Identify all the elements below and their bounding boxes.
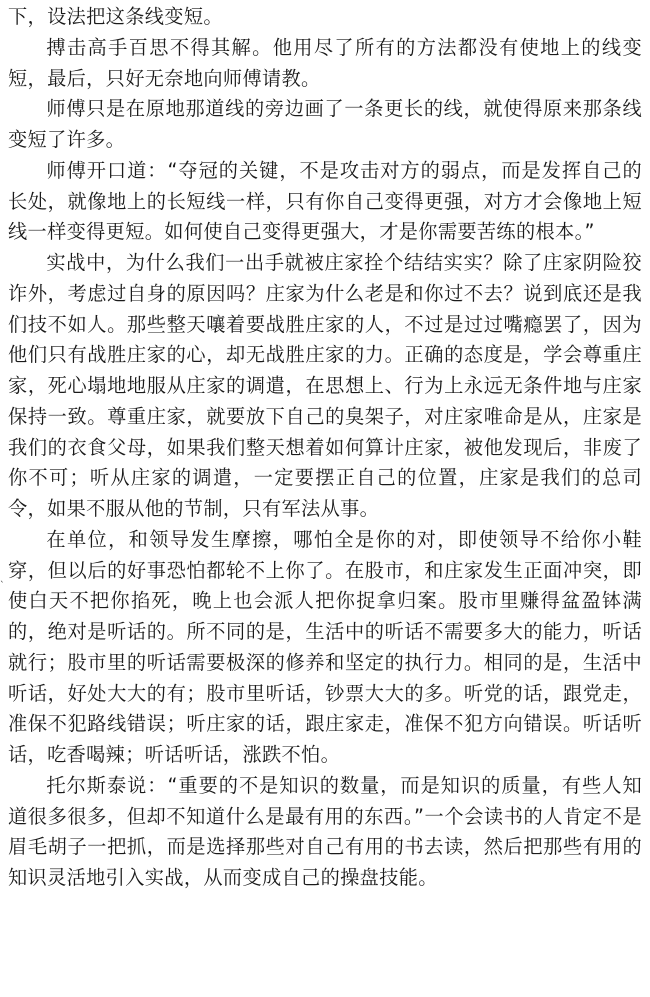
paragraph: 在单位，和领导发生摩擦，哪怕全是你的对，即使领导不给你小鞋穿，但以后的好事恐怕都轮不上你了。在股市，和庄家发生正面冲突，即使白天不把你掐死，晚上也会派人把你捉拿归案。股市里赚得盆盈钵满的，绝对是听话的。所不同的是，生活中的听话不需要多大的能力，听话就行；股市里的听话需要极深的修养和坚定的执行力。相同的是，生活中听话，好处大大的有；股市里听话，钞票大大的多。听党的话，跟党走，准保不犯路线错误；听庄家的话，跟庄家走，准保不犯方向错误。听话听话，吃香喝辣；听话听话，涨跌不怕。 bbox=[8, 527, 642, 766]
scan-artifact-mark: ˋ bbox=[0, 581, 5, 591]
paragraph: 师傅开口道：“夺冠的关键，不是攻击对方的弱点，而是发挥自己的长处，就像地上的长短线一样，只有你自己变得更强，对方才会像地上短线一样变得更短。如何使自己变得更强大，才是你需要苦练的根本。” bbox=[8, 158, 642, 244]
paragraph: 托尔斯泰说：“重要的不是知识的数量，而是知识的质量，有些人知道很多很多，但却不知道什么是最有用的东西。”一个会读书的人肯定不是眉毛胡子一把抓，而是选择那些对自己有用的书去读，然后把那些有用的知识灵活地引入实战，从而变成自己的操盘技能。 bbox=[8, 773, 642, 889]
document-page bbox=[8, 2, 642, 894]
paragraph: 师傅只是在原地那道线的旁边画了一条更长的线，就使得原来那条线变短了许多。 bbox=[8, 97, 642, 151]
paragraph-continuation: 下，设法把这条线变短。 bbox=[8, 5, 223, 28]
paragraph: 搏击高手百思不得其解。他用尽了所有的方法都没有使地上的线变短，最后，只好无奈地向师傅请教。 bbox=[8, 35, 642, 90]
paragraph: 实战中，为什么我们一出手就被庄家拴个结结实实？除了庄家阴险狡诈外，考虑过自身的原因吗？庄家为什么老是和你过不去？说到底还是我们技不如人。那些整天嚷着要战胜庄家的人，不过是过过嘴瘾罢了，因为他们只有战胜庄家的心，却无战胜庄家的力。正确的态度是，学会尊重庄家，死心塌地地服从庄家的调遣，在思想上、行为上永远无条件地与庄家保持一致。尊重庄家，就要放下自己的臭架子，对庄家唯命是从，庄家是我们的衣食父母，如果我们整天想着如何算计庄家，被他发现后，非废了你不可；听从庄家的调遣，一定要摆正自己的位置，庄家是我们的总司令，如果不服从他的节制，只有军法从事。 bbox=[8, 251, 642, 520]
